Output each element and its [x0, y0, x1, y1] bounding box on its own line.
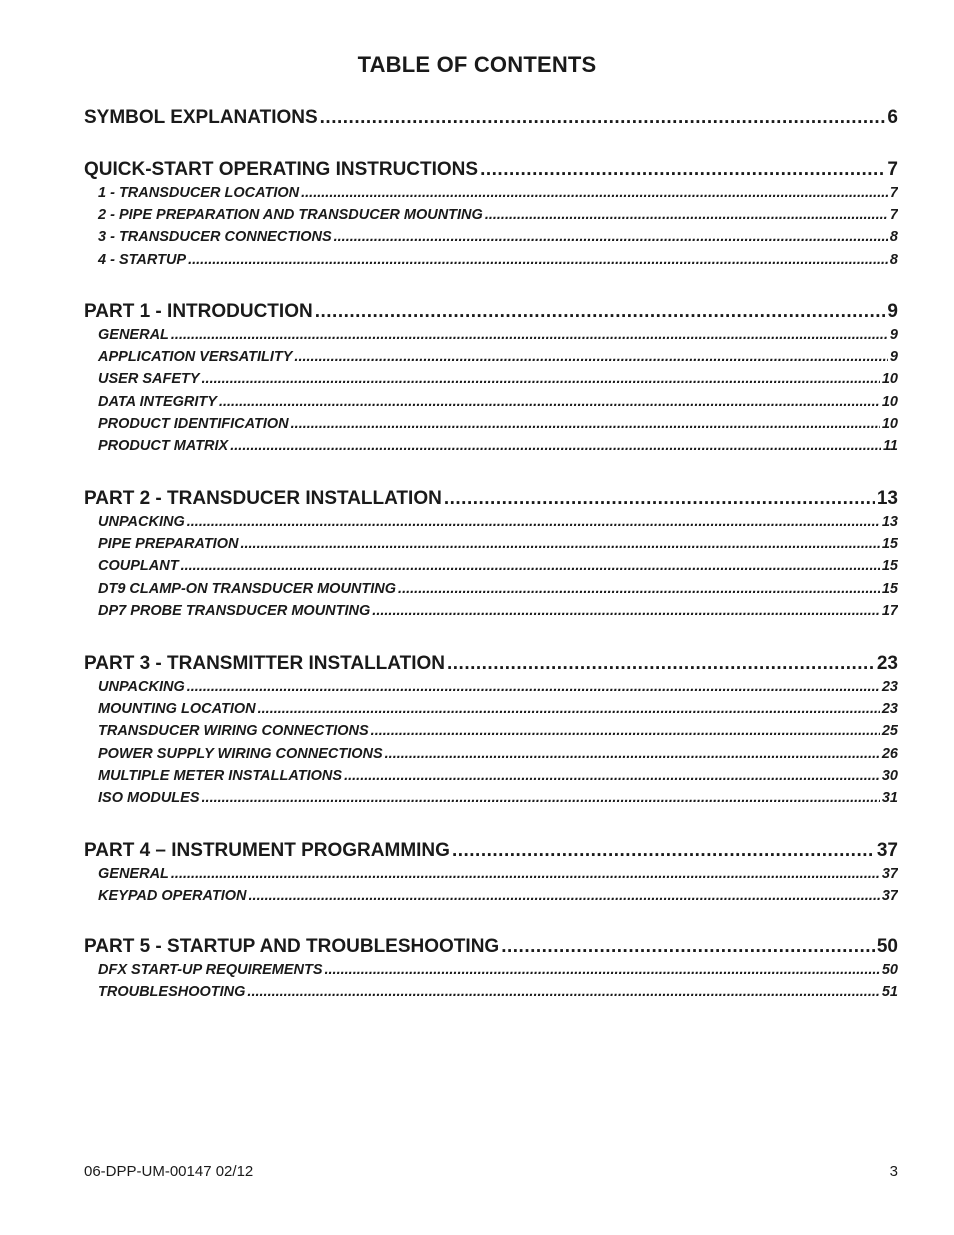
toc-subentry-title: 4 - STARTUP: [98, 251, 187, 268]
toc-subentry-title: UNPACKING: [98, 514, 185, 530]
dot-leader: [291, 416, 880, 432]
toc-page-number: 9: [889, 327, 898, 343]
dot-leader: [219, 394, 880, 410]
toc-page-number: 51: [881, 984, 898, 1001]
toc-subentry[interactable]: [84, 558, 898, 578]
toc-page-number: 8: [889, 229, 898, 246]
toc-subentry-title: DT9 CLAMP-ON TRANSDUCER MOUNTING: [98, 580, 397, 597]
toc-subentry-title: DP7 PROBE TRANSDUCER MOUNTING: [98, 602, 371, 619]
toc-section-entry[interactable]: [84, 107, 898, 131]
dot-leader: [334, 229, 888, 245]
toc-subentry-title: TROUBLESHOOTING: [98, 984, 246, 1001]
toc-page-number: 7: [887, 159, 898, 180]
toc-subentry[interactable]: [84, 962, 898, 982]
dot-leader: [258, 701, 880, 717]
dot-leader: [325, 962, 880, 978]
page-number: 3: [889, 1163, 898, 1180]
toc-page-number: 7: [889, 207, 898, 224]
toc-subentry-title: PRODUCT MATRIX: [98, 438, 229, 454]
dot-leader: [249, 888, 880, 904]
dot-leader: [171, 866, 880, 882]
dot-leader: [501, 936, 875, 958]
toc-subentry[interactable]: [84, 416, 898, 436]
toc-page-number: 9: [887, 301, 898, 322]
document-id: 06-DPP-UM-00147 02/12: [84, 1163, 254, 1180]
dot-leader: [452, 840, 875, 862]
toc-page-number: 10: [881, 415, 898, 432]
toc-subentry[interactable]: [84, 536, 898, 556]
toc-subentry-title: DFX START-UP REQUIREMENTS: [98, 962, 323, 978]
toc-subentry[interactable]: [84, 866, 898, 886]
dot-leader: [181, 558, 880, 574]
toc-subentry[interactable]: [84, 679, 898, 699]
toc-page-number: 25: [881, 723, 898, 740]
page-title: TABLE OF CONTENTS: [357, 52, 597, 77]
toc-subentry-title: PRODUCT IDENTIFICATION: [98, 415, 289, 432]
toc-subentry[interactable]: [84, 984, 898, 1004]
toc-section-entry[interactable]: [84, 488, 898, 512]
toc-section-title: PART 2 - TRANSDUCER INSTALLATION: [84, 488, 442, 509]
toc-section-entry[interactable]: [84, 936, 898, 960]
dot-leader: [320, 107, 886, 129]
dot-leader: [202, 371, 880, 387]
toc-subentry-title: ISO MODULES: [98, 790, 200, 806]
toc-subentry[interactable]: [84, 207, 898, 227]
toc-subentry[interactable]: [84, 185, 898, 205]
toc-subentry[interactable]: [84, 723, 898, 743]
toc-page-number: 26: [881, 745, 898, 762]
toc-page-number: 50: [881, 962, 898, 978]
toc-subentry-title: PIPE PREPARATION: [98, 536, 239, 553]
toc-subentry[interactable]: [84, 252, 898, 272]
toc-subentry[interactable]: [84, 603, 898, 623]
dot-leader: [202, 790, 880, 806]
toc-section-title: PART 1 - INTRODUCTION: [84, 301, 313, 322]
toc-page-number: 30: [881, 767, 898, 784]
dot-leader: [344, 768, 880, 784]
dot-leader: [444, 488, 875, 510]
dot-leader: [188, 252, 888, 268]
toc-page-number: 37: [881, 866, 898, 882]
dot-leader: [230, 438, 881, 454]
toc-page-number: 6: [887, 107, 898, 128]
toc-page-number: 15: [881, 558, 898, 575]
toc-subentry-title: APPLICATION VERSATILITY: [98, 349, 293, 366]
toc-subentry-title: 1 - TRANSDUCER LOCATION: [98, 185, 300, 201]
toc-subentry[interactable]: [84, 371, 898, 391]
toc-page-number: 7: [889, 185, 898, 201]
toc-page-number: 11: [882, 438, 898, 454]
toc-page-number: 31: [881, 790, 898, 806]
toc-subentry-title: GENERAL: [98, 866, 169, 882]
toc-subentry-title: COUPLANT: [98, 558, 179, 575]
toc-subentry[interactable]: [84, 438, 898, 458]
toc-page-number: 10: [881, 371, 898, 388]
dot-leader: [294, 349, 888, 365]
toc-subentry[interactable]: [84, 888, 898, 908]
dot-leader: [480, 159, 885, 181]
toc-subentry[interactable]: [84, 349, 898, 369]
toc-subentry-title: UNPACKING: [98, 679, 185, 695]
toc-subentry[interactable]: [84, 327, 898, 347]
toc-subentry-title: KEYPAD OPERATION: [98, 888, 247, 905]
dot-leader: [371, 723, 880, 739]
dot-leader: [372, 603, 880, 619]
toc-subentry[interactable]: [84, 768, 898, 788]
toc-page-number: 15: [881, 536, 898, 553]
toc-subentry[interactable]: [84, 581, 898, 601]
toc-subentry-title: USER SAFETY: [98, 371, 200, 388]
toc-subentry-title: 2 - PIPE PREPARATION AND TRANSDUCER MOUNTING: [98, 207, 483, 224]
toc-page-number: 37: [876, 840, 898, 861]
toc-page-number: 23: [881, 679, 898, 695]
dot-leader: [171, 327, 888, 343]
toc-section-entry[interactable]: [84, 301, 898, 325]
toc-page-number: 23: [876, 653, 898, 674]
toc-section-title: PART 3 - TRANSMITTER INSTALLATION: [84, 653, 445, 674]
toc-section-title: PART 5 - STARTUP AND TROUBLESHOOTING: [84, 936, 500, 957]
toc-subentry-title: MOUNTING LOCATION: [98, 701, 256, 718]
dot-leader: [247, 984, 879, 1000]
toc-subentry[interactable]: [84, 514, 898, 534]
toc-page-number: 9: [889, 349, 898, 366]
toc-subentry[interactable]: [84, 701, 898, 721]
toc-section-entry[interactable]: [84, 653, 898, 677]
toc-subentry[interactable]: [84, 394, 898, 414]
toc-subentry-title: TRANSDUCER WIRING CONNECTIONS: [98, 723, 369, 740]
toc-subentry[interactable]: [84, 229, 898, 249]
dot-leader: [485, 207, 888, 223]
toc-subentry-title: DATA INTEGRITY: [98, 393, 217, 410]
toc-section-title: PART 4 – INSTRUMENT PROGRAMMING: [84, 840, 450, 861]
dot-leader: [385, 746, 880, 762]
toc-section-title: SYMBOL EXPLANATIONS: [84, 107, 318, 128]
toc-subentry-title: POWER SUPPLY WIRING CONNECTIONS: [98, 745, 383, 762]
toc-page-number: 50: [876, 936, 898, 957]
dot-leader: [447, 653, 875, 675]
toc-page-number: 17: [881, 602, 898, 619]
toc-subentry-title: GENERAL: [98, 327, 169, 343]
toc-section-entry[interactable]: [84, 840, 898, 864]
toc-subentry[interactable]: [84, 790, 898, 810]
dot-leader: [301, 185, 888, 201]
dot-leader: [187, 514, 880, 530]
toc-subentry-title: MULTIPLE METER INSTALLATIONS: [98, 767, 343, 784]
toc-subentry-title: 3 - TRANSDUCER CONNECTIONS: [98, 229, 332, 246]
toc-page-number: 15: [881, 580, 898, 597]
toc-page-number: 13: [876, 488, 898, 509]
toc-page-number: 37: [881, 888, 898, 905]
dot-leader: [240, 536, 879, 552]
toc-section-title: QUICK-START OPERATING INSTRUCTIONS: [84, 159, 479, 180]
toc-page-number: 13: [881, 514, 898, 530]
toc-subentry[interactable]: [84, 746, 898, 766]
dot-leader: [187, 679, 880, 695]
toc-page-number: 23: [881, 701, 898, 718]
toc-page-number: 10: [881, 393, 898, 410]
dot-leader: [398, 581, 880, 597]
toc-section-entry[interactable]: [84, 159, 898, 183]
toc-page-number: 8: [889, 251, 898, 268]
dot-leader: [315, 301, 886, 323]
